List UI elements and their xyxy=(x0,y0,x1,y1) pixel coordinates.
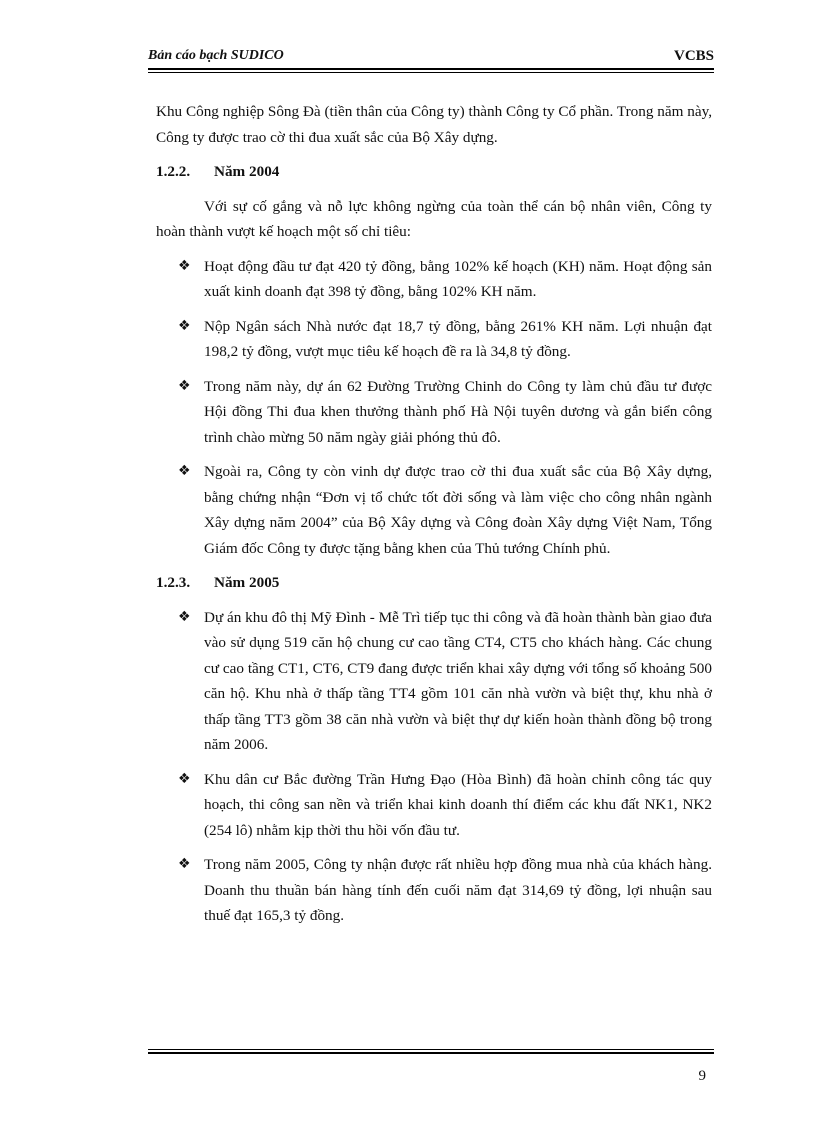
list-item xyxy=(156,605,712,758)
list-item-text: Dự án khu đô thị Mỹ Đình - Mễ Trì tiếp tục thi công và đã hoàn thành bàn giao đưa vào sử dụng 519 căn hộ chung cư cao tầng CT4, CT5 cho khách hàng. Các chung cư cao tầng CT1, CT6, CT9 đang được triển khai xây dựng với tổng số khoảng 500 căn hộ. Khu nhà ở thấp tầng TT4 gồm 101 căn nhà vườn và biệt thự, khu nhà ở thấp tầng TT3 gồm 38 căn nhà vườn và biệt thự dự kiến hoàn thành đồng bộ trong năm 2006. xyxy=(204,608,712,753)
section-title: Năm 2004 xyxy=(214,163,280,180)
page-body xyxy=(156,99,712,938)
page-header xyxy=(148,48,714,68)
header-divider-thin xyxy=(148,72,714,73)
section-heading-2005 xyxy=(156,570,712,596)
diamond-bullet-icon: ❖ xyxy=(178,257,191,274)
diamond-bullet-icon: ❖ xyxy=(178,770,191,787)
list-item xyxy=(156,459,712,561)
list-item-text: Trong năm 2005, Công ty nhận được rất nhiều hợp đồng mua nhà của khách hàng. Doanh thu thuần bán hàng tính đến cuối năm đạt 314,69 tỷ đồng, lợi nhuận sau thuế đạt 165,3 tỷ đồng. xyxy=(204,856,712,924)
diamond-bullet-icon: ❖ xyxy=(178,856,191,872)
section-number: 1.2.2. xyxy=(156,163,191,180)
diamond-bullet-icon: ❖ xyxy=(178,608,191,625)
list-item-text: Hoạt động đầu tư đạt 420 tỷ đồng, bằng 102% kế hoạch (KH) năm. Hoạt động sản xuất kinh doanh đạt 398 tỷ đồng, bằng 102% KH năm. xyxy=(204,257,712,300)
list-item xyxy=(156,314,712,365)
diamond-bullet-icon: ❖ xyxy=(178,463,191,479)
list-item xyxy=(156,374,712,451)
list-item-text: Trong năm này, dự án 62 Đường Trường Chinh do Công ty làm chủ đầu tư được Hội đồng Thi đua khen thưởng thành phố Hà Nội tuyên dương và gắn biển công trình chào mừng 50 năm ngày giải phóng thủ đô. xyxy=(204,377,712,446)
list-item xyxy=(156,254,712,305)
bullet-list-2004 xyxy=(156,254,712,562)
list-item-text: Nộp Ngân sách Nhà nước đạt 18,7 tỷ đồng, bằng 261% KH năm. Lợi nhuận đạt 198,2 tỷ đồng, vượt mục tiêu kế hoạch đề ra là 34,8 tỷ đồng. xyxy=(204,317,712,360)
diamond-bullet-icon: ❖ xyxy=(178,317,191,334)
diamond-bullet-icon: ❖ xyxy=(178,377,191,394)
list-item xyxy=(156,852,712,929)
footer-divider-thin xyxy=(148,1049,714,1050)
document-title: Bản cáo bạch SUDICO xyxy=(148,48,284,63)
section-heading-2004 xyxy=(156,159,712,185)
intro-paragraph: Khu Công nghiệp Sông Đà (tiền thân của Công ty) thành Công ty Cổ phần. Trong năm này, Công ty được trao cờ thi đua xuất sắc của Bộ Xây dựng. xyxy=(156,103,712,146)
list-item-text: Khu dân cư Bắc đường Trần Hưng Đạo (Hòa Bình) đã hoàn chỉnh công tác quy hoạch, thi công san nền và triển khai kinh doanh thí điểm các khu đất NK1, NK2 (254 lô) nhằm kịp thời thu hồi vốn đầu tư. xyxy=(204,770,712,839)
page-number: 9 xyxy=(698,1068,706,1084)
list-item xyxy=(156,767,712,844)
bullet-list-2005 xyxy=(156,605,712,929)
section-title: Năm 2005 xyxy=(214,574,280,591)
section-intro-2004: Với sự cố gắng và nỗ lực không ngừng của toàn thể cán bộ nhân viên, Công ty hoàn thành vượt kế hoạch một số chỉ tiêu: xyxy=(156,197,712,240)
section-number: 1.2.3. xyxy=(156,574,191,591)
footer-divider xyxy=(148,1052,714,1054)
header-divider xyxy=(148,68,714,70)
list-item-text: Ngoài ra, Công ty còn vinh dự được trao cờ thi đua xuất sắc của Bộ Xây dựng, bằng chứng nhận “Đơn vị tổ chức tốt đời sống và làm việc cho công nhân ngành Xây dựng năm 2004” của Bộ Xây dựng và Công đoàn Xây dựng Việt Nam, Tổng Giám đốc Công ty được tặng bằng khen của Thủ tướng Chính phủ. xyxy=(204,463,712,557)
brand-label: VCBS xyxy=(673,48,714,64)
